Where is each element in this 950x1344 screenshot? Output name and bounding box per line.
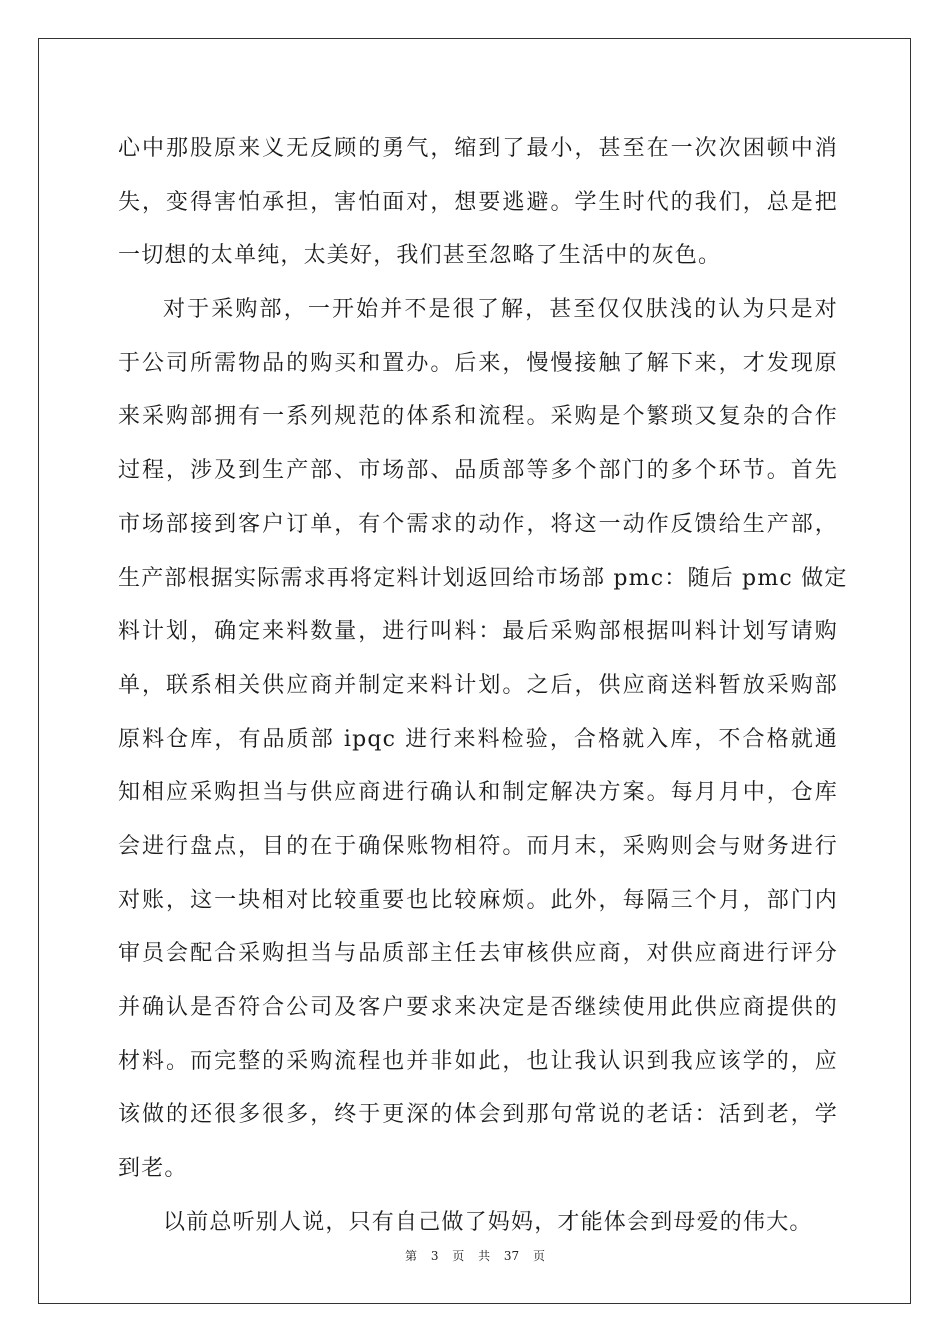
text-line: 来采购部拥有一系列规范的体系和流程。采购是个繁琐又复杂的合作: [118, 404, 838, 430]
text-line: 料计划，确定来料数量，进行叫料：最后采购部根据叫料计划写请购: [118, 619, 838, 645]
text-line: 心中那股原来义无反顾的勇气，缩到了最小，甚至在一次次困顿中消: [118, 136, 838, 161]
text-line: 生产部根据实际需求再将定料计划返回给市场部 pmc：随后 pmc 做定: [118, 565, 848, 591]
text-line: 到老。: [118, 1156, 188, 1182]
text-line: 单，联系相关供应商并制定来料计划。之后，供应商送料暂放采购部: [118, 672, 838, 698]
text-line: 知相应采购担当与供应商进行确认和制定解决方案。每月月中，仓库: [118, 780, 838, 806]
text-line: 于公司所需物品的购买和置办。后来，慢慢接触了解下来，才发现原: [118, 350, 838, 376]
text-line: 一切想的太单纯，太美好，我们甚至忽略了生活中的灰色。: [118, 243, 722, 269]
text-line: 并确认是否符合公司及客户要求来决定是否继续使用此供应商提供的: [118, 995, 838, 1020]
text-line: 审员会配合采购担当与品质部主任去审核供应商，对供应商进行评分: [118, 941, 838, 967]
text-line: 材料。而完整的采购流程也并非如此，也让我认识到我应该学的，应: [118, 1048, 838, 1074]
text-line: 市场部接到客户订单，有个需求的动作，将这一动作反馈给生产部，: [118, 511, 838, 537]
page-number: 第 3 页: [405, 1249, 465, 1263]
text-line: 对账，这一块相对比较重要也比较麻烦。此外，每隔三个月，部门内: [118, 887, 838, 913]
text-line: 会进行盘点，目的在于确保账物相符。而月末，采购则会与财务进行: [118, 833, 838, 859]
document-body: [118, 122, 848, 1249]
text-line: 失，变得害怕承担，害怕面对，想要逃避。学生时代的我们，总是把: [118, 189, 838, 215]
text-line: 过程，涉及到生产部、市场部、品质部等多个部门的多个环节。首先: [118, 458, 838, 484]
page-total: 共 37 页: [478, 1249, 545, 1263]
text-line: 以前总听别人说，只有自己做了妈妈，才能体会到母爱的伟大。: [163, 1209, 813, 1235]
text-line: 对于采购部，一开始并不是很了解，甚至仅仅肤浅的认为只是对: [163, 297, 838, 323]
text-line: 原料仓库，有品质部 ipqc 进行来料检验，合格就入库，不合格就通: [118, 726, 838, 752]
text-line: 该做的还很多很多，终于更深的体会到那句常说的老话：活到老，学: [118, 1102, 838, 1128]
page-footer: [0, 1247, 950, 1264]
